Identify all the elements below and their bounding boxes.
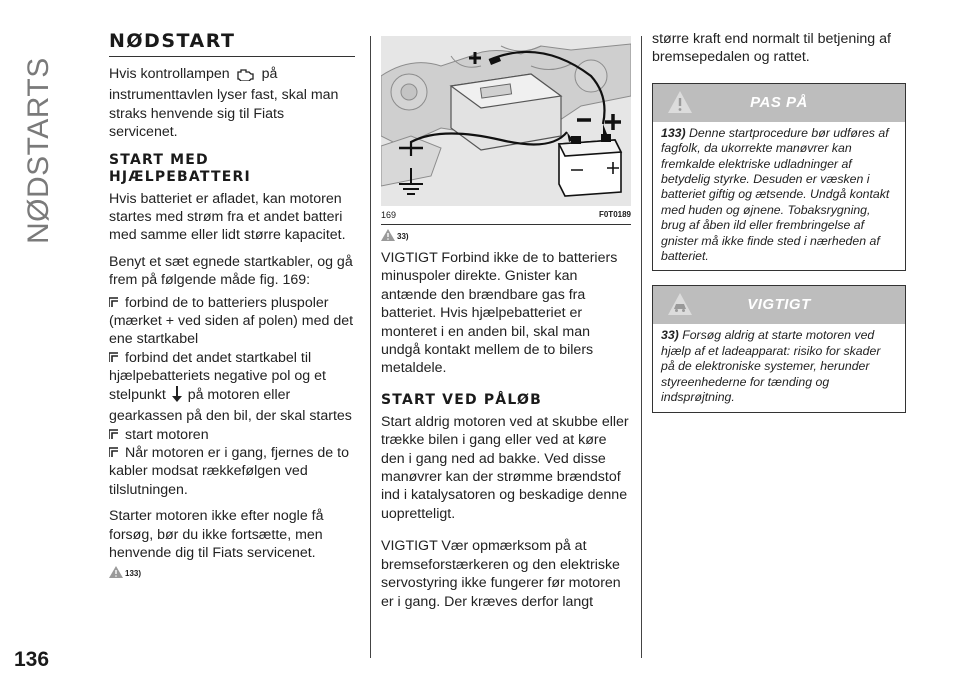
paragraph-push-start: Start aldrig motoren ved at skubbe eller trække bilen i gang eller ved at køre den i gang ned ad bakke. Ved disse manøvrer kan der strømme brændstof ind i katalysatoren og beskadige denne uopretteligt. [381, 413, 629, 522]
column-2 [381, 36, 631, 619]
jump-start-illustration [381, 36, 631, 206]
subsection-title-push-start: START VED PÅLØB [381, 391, 542, 408]
list-item-text: forbind de to batteriers pluspoler (mærket + ved siden af polen) med det ene startkabel [109, 294, 354, 348]
important-title: VIGTIGT [747, 296, 811, 314]
paragraph-no-start: Starter motoren ikke efter nogle få forsøg, bør du ikke fortsætte, men henvende dig til Fiats servicenet. [109, 508, 324, 561]
intro-paragraph [109, 65, 355, 142]
chapter-side-title: NØDSTARTS [22, 57, 55, 244]
intro-text-end: på instrumenttavlen lyser fast, skal man straks henvende sig til Fiats servicenet. [109, 66, 339, 141]
caution-text: Denne startprocedure bør udføres af fagfolk, da ukorrekte manøvrer kan fremkalde elektriske udladninger af betydelig styrke. Desuden er væsken i batteriet giftig og ætsende. Undgå kontakt med huden og øjnene. Tobaksrygning, brug af åben ild eller frembringelse af gnister må ikke finde sted i nærheden af batteriet. [661, 125, 890, 264]
list-item [109, 426, 355, 444]
column-divider-1 [370, 36, 371, 658]
bullet-icon [109, 350, 120, 361]
list-item [109, 444, 355, 499]
list-item [109, 294, 355, 349]
important-number: 33) [661, 328, 679, 343]
warning-reference-number: 133) [125, 569, 142, 579]
important-body [653, 324, 905, 411]
column-divider-2 [641, 36, 642, 658]
caution-header [653, 84, 905, 122]
paragraph-cables: Benyt et sæt egnede startkabler, og gå frem på følgende måde fig. 169: [109, 253, 353, 289]
list-item-text: på motoren eller gearkassen på den bil, der skal startes [109, 386, 352, 425]
page-number: 136 [14, 648, 50, 671]
warning-triangle-icon [109, 566, 123, 578]
warning-triangle-icon [667, 90, 693, 129]
subsection-title-jump-start: START MED HJÆLPEBATTERI [109, 151, 251, 185]
paragraph-battery: Hvis batteriet er afladet, kan motoren startes med strøm fra et andet batteri med samme eller lidt større kapacitet. [109, 190, 346, 244]
caution-title: PAS PÅ [750, 93, 808, 111]
paragraph-important-brakes: VIGTIGT Vær opmærksom på at bremseforstærkeren og den elektriske servostyring ikke fungerer før motoren er i gang. Der kræves derfor langt [381, 538, 621, 610]
intro-text-start: Hvis kontrollampen [109, 66, 230, 82]
important-text: Forsøg aldrig at starte motoren ved hjælp af et ladeapparat: risiko for skader på de elektroniske systemer, herunder styreenhederne for tænding og indsprøjtning. [661, 328, 881, 405]
bullet-icon [109, 427, 120, 438]
car-warning-icon [667, 292, 693, 331]
caution-box [652, 83, 906, 272]
list-item [109, 349, 355, 426]
figure-rule [381, 224, 631, 225]
section-title: NØDSTART [109, 30, 355, 57]
important-header [653, 286, 905, 324]
ground-icon [172, 386, 182, 407]
warning-reference [109, 566, 355, 578]
bullet-icon [109, 295, 120, 306]
caution-number: 133) [661, 125, 686, 140]
warning-reference-number: 33) [397, 232, 409, 241]
list-item-text: Når motoren er i gang, fjernes de to kabler modsat rækkefølgen ved tilslutningen. [109, 444, 349, 498]
engine-warning-icon [236, 67, 256, 86]
paragraph-important-minus: VIGTIGT Forbind ikke de to batteriers minuspoler direkte. Gnister kan antænde den brændbare gas fra batteriet. Hvis hjælpebatteriet er monteret i en anden bil, skal man undgå kontakt mellem de to bilers metaldele. [381, 250, 618, 377]
figure-code: F0T0189 [598, 210, 631, 219]
warning-triangle-icon [381, 229, 395, 241]
column-1 [109, 30, 355, 578]
paragraph-continued: større kraft end normalt til betjening af bremsepedalen og rattet. [652, 31, 891, 66]
caution-body [653, 122, 905, 271]
warning-reference [381, 229, 631, 241]
figure-number: 169 [381, 210, 397, 220]
figure-caption [381, 208, 631, 224]
important-box [652, 285, 906, 412]
list-item-text: forbind det andet startkabel til hjælpebatteriets negative pol og et stelpunkt [109, 349, 326, 403]
list-item-text: start motoren [125, 426, 209, 443]
bullet-icon [109, 445, 120, 456]
column-3 [652, 30, 906, 427]
jump-start-figure [381, 36, 631, 206]
